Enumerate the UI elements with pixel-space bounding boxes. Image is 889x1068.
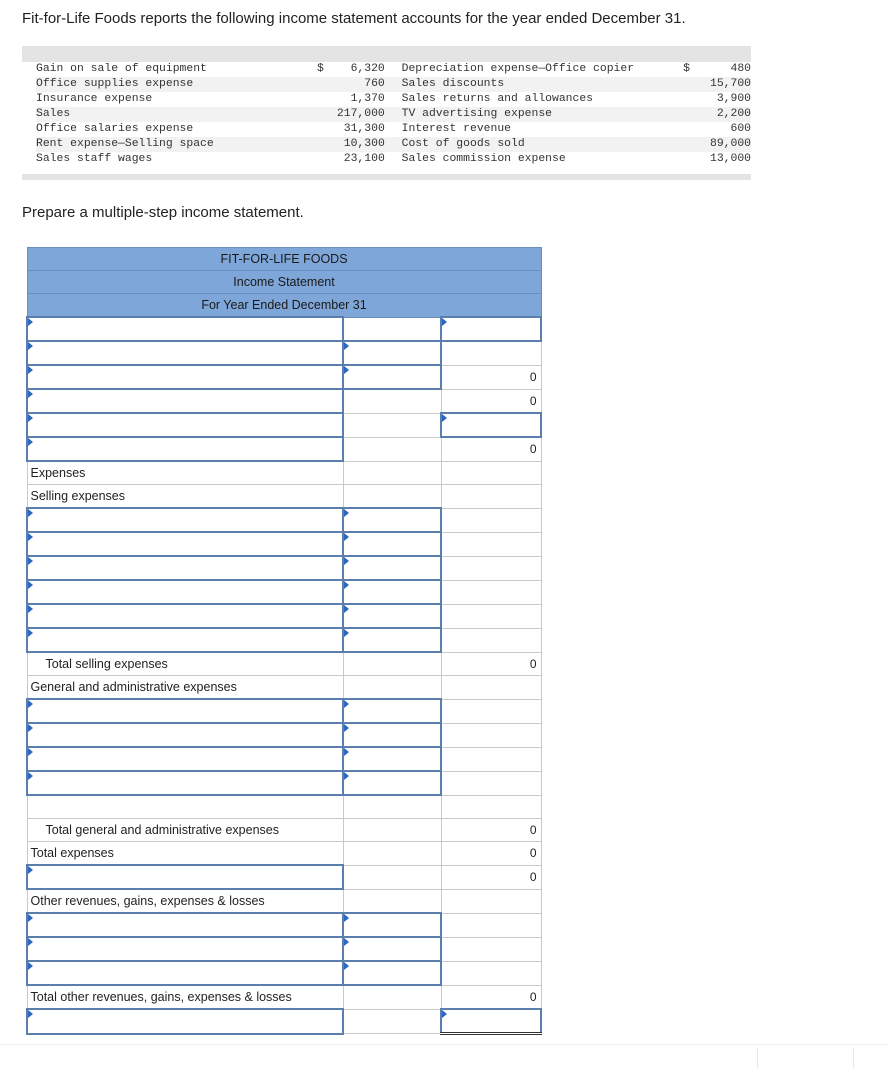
income-statement <box>26 247 542 1035</box>
statement-title: Income Statement <box>27 271 541 294</box>
amount-input[interactable] <box>343 747 441 771</box>
expenses-label: Expenses <box>27 461 343 485</box>
account-amount: 1,370 <box>350 93 385 105</box>
intro-text: Fit-for-Life Foods reports the following income statement accounts for the year ended December 31. <box>22 10 686 27</box>
account-amount: 3,900 <box>716 93 751 105</box>
account-amount: 480 <box>730 63 751 75</box>
currency-symbol <box>683 107 703 122</box>
account-row <box>36 62 751 77</box>
account-amount: 6,320 <box>350 63 385 75</box>
spacer <box>385 122 402 137</box>
account-name: Office salaries expense <box>36 123 194 135</box>
amount-input[interactable] <box>343 604 441 628</box>
account-row <box>36 77 751 92</box>
amount-input[interactable] <box>343 723 441 747</box>
label-input[interactable] <box>27 771 343 795</box>
account-name: Sales discounts <box>402 77 684 92</box>
account-row <box>36 152 751 167</box>
account-amount: 2,200 <box>703 107 751 122</box>
currency-symbol: $ <box>317 63 324 75</box>
currency-symbol <box>683 77 703 92</box>
spacer <box>385 77 402 92</box>
account-name: Cost of goods sold <box>402 137 684 152</box>
amount-input[interactable] <box>343 341 441 365</box>
label-input[interactable] <box>27 961 343 985</box>
account-name: Sales commission expense <box>401 153 566 165</box>
currency-symbol <box>683 152 703 167</box>
account-name: Sales <box>36 107 317 122</box>
label-input[interactable] <box>27 937 343 961</box>
label-input[interactable] <box>27 1009 343 1034</box>
amount-input[interactable] <box>343 580 441 604</box>
total-expenses-value: 0 <box>441 842 541 866</box>
computed-value: 0 <box>441 437 541 461</box>
net-income-input[interactable] <box>441 1009 541 1034</box>
account-name: Rent expense—Selling space <box>36 137 317 152</box>
currency-symbol <box>317 107 337 122</box>
account-name: Depreciation expense—Office copier <box>401 63 635 75</box>
account-row <box>36 122 751 137</box>
spacer <box>385 107 402 122</box>
amount-input[interactable] <box>343 556 441 580</box>
selling-expenses-label: Selling expenses <box>27 485 343 509</box>
account-name: TV advertising expense <box>402 107 684 122</box>
spacer <box>385 92 402 107</box>
label-input[interactable] <box>27 913 343 937</box>
account-name: Sales returns and allowances <box>401 93 594 105</box>
currency-symbol: $ <box>683 63 691 75</box>
amount-input[interactable] <box>343 365 441 389</box>
label-input[interactable] <box>27 865 343 889</box>
total-other-value: 0 <box>441 985 541 1009</box>
computed-value: 0 <box>441 365 541 389</box>
account-amount: 10,300 <box>337 137 385 152</box>
other-label: Other revenues, gains, expenses & losses <box>27 889 343 913</box>
account-name: Interest revenue <box>401 123 511 135</box>
currency-symbol <box>317 137 337 152</box>
label-input[interactable] <box>27 365 343 389</box>
label-input[interactable] <box>27 699 343 723</box>
account-amount: 23,100 <box>343 153 385 165</box>
label-input[interactable] <box>27 317 343 341</box>
total-selling-label: Total selling expenses <box>27 652 343 676</box>
currency-symbol <box>317 122 337 137</box>
label-input[interactable] <box>27 580 343 604</box>
amount-input[interactable] <box>441 317 541 341</box>
total-other-label: Total other revenues, gains, expenses & losses <box>27 985 343 1009</box>
account-amount: 31,300 <box>343 123 385 135</box>
computed-value: 0 <box>441 865 541 889</box>
label-input[interactable] <box>27 341 343 365</box>
account-name: Gain on sale of equipment <box>36 63 207 75</box>
currency-symbol <box>683 122 703 137</box>
label-input[interactable] <box>27 389 343 413</box>
account-amount: 15,700 <box>703 77 751 92</box>
spacer <box>385 137 402 152</box>
instruction-text: Prepare a multiple-step income statement. <box>22 204 304 221</box>
currency-symbol <box>683 92 703 107</box>
account-row <box>36 92 751 107</box>
account-amount: 217,000 <box>336 108 385 120</box>
account-name: Sales staff wages <box>36 153 153 165</box>
total-gna-label: Total general and administrative expenses <box>27 819 343 842</box>
amount-input[interactable] <box>343 937 441 961</box>
amount-input[interactable] <box>441 413 541 437</box>
account-row <box>36 137 751 152</box>
label-input[interactable] <box>27 556 343 580</box>
computed-value: 0 <box>441 389 541 413</box>
label-input[interactable] <box>27 437 343 461</box>
company-name: FIT-FOR-LIFE FOODS <box>27 248 541 271</box>
amount-input[interactable] <box>343 699 441 723</box>
amount-input[interactable] <box>343 628 441 652</box>
account-name: Office supplies expense <box>36 77 317 92</box>
currency-symbol <box>683 137 703 152</box>
currency-symbol <box>317 77 337 92</box>
accounts-panel <box>22 46 751 180</box>
account-amount: 600 <box>730 123 751 135</box>
gna-label: General and administrative expenses <box>27 676 343 700</box>
label-input[interactable] <box>27 532 343 556</box>
currency-symbol <box>317 92 337 107</box>
label-input[interactable] <box>27 508 343 532</box>
accounts-table <box>36 62 751 167</box>
amount-input[interactable] <box>343 771 441 795</box>
total-gna-value: 0 <box>441 819 541 842</box>
amount-input[interactable] <box>343 961 441 985</box>
account-amount: 89,000 <box>703 137 751 152</box>
label-input[interactable] <box>27 413 343 437</box>
label-input[interactable] <box>27 628 343 652</box>
spacer <box>385 62 402 77</box>
spacer <box>385 152 402 167</box>
amount-input[interactable] <box>343 508 441 532</box>
label-input[interactable] <box>27 723 343 747</box>
account-row <box>36 107 751 122</box>
amount-input[interactable] <box>343 532 441 556</box>
statement-period: For Year Ended December 31 <box>27 294 541 318</box>
account-amount: 13,000 <box>709 153 751 165</box>
total-selling-value: 0 <box>441 652 541 676</box>
label-input[interactable] <box>27 747 343 771</box>
amount-input[interactable] <box>343 913 441 937</box>
account-amount: 760 <box>337 77 385 92</box>
total-expenses-label: Total expenses <box>27 842 343 866</box>
currency-symbol <box>317 152 337 167</box>
account-name: Insurance expense <box>36 93 153 105</box>
label-input[interactable] <box>27 604 343 628</box>
